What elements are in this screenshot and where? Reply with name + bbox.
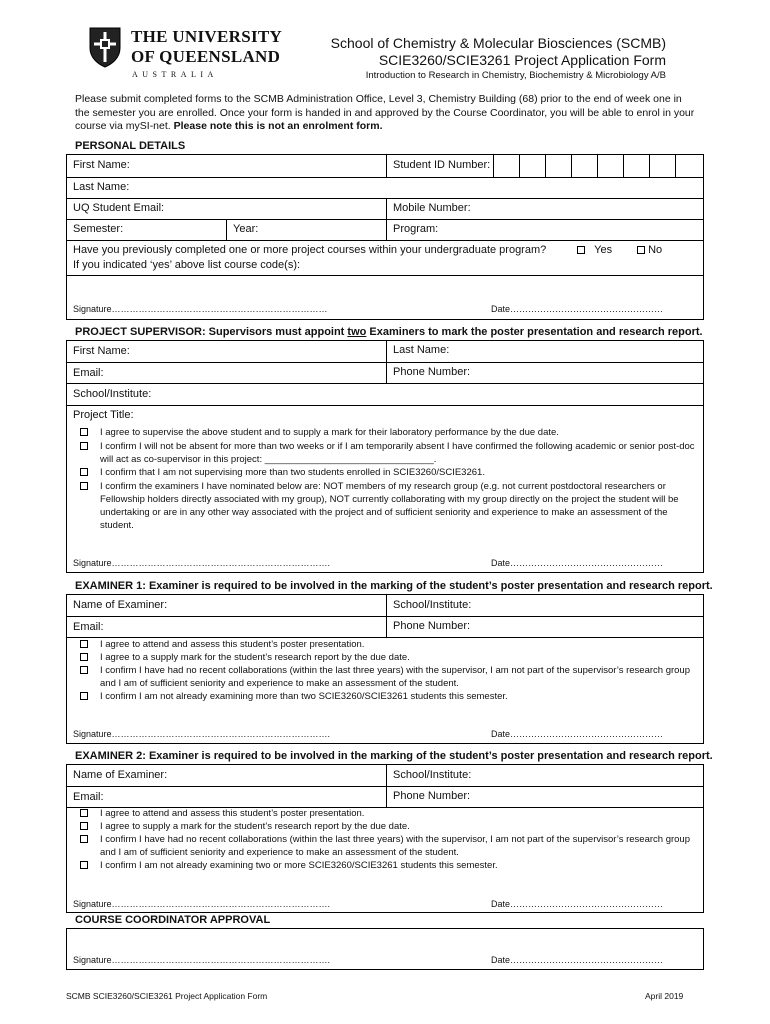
footer-form-name: SCMB SCIE3260/SCIE3261 Project Application Form (66, 991, 268, 1001)
yes-option[interactable] (577, 244, 612, 256)
supervisor-item-2-text: I confirm I will not be absent for more than two weeks or if I am temporarily absent I have confirmed the following academic or senior post-doc will act as co-supervisor in this project: ________________________________. (100, 441, 695, 465)
supervisor-date: Date…………………………………………… (491, 558, 664, 568)
no-option[interactable] (637, 244, 662, 256)
examiner2-checkbox-2[interactable] (80, 822, 88, 830)
row-last-name (67, 177, 703, 199)
supervisor-heading-pre: PROJECT SUPERVISOR: Supervisors must appoint (75, 326, 348, 338)
examiner1-heading: EXAMINER 1: Examiner is required to be involved in the marking of the student’s poster presentation and research report. (75, 580, 713, 592)
examiner2-checkbox-4[interactable] (80, 861, 88, 869)
examiner1-item-2-text: I agree to a supply mark for the student’s research report by the due date. (100, 652, 410, 663)
uq-crest (88, 26, 122, 68)
row-supervisor-name (67, 341, 703, 363)
coordinator-signature: Signature………………………………………………………………. (73, 955, 331, 965)
personal-signature: Signature……………………………………………………………… (73, 304, 328, 314)
examiner1-email-label: Email: (73, 621, 104, 633)
supervisor-item-3-text: I confirm that I am not supervising more than two students enrolled in SCIE3260/SCIE3261. (100, 467, 485, 478)
examiner2-signature: Signature………………………………………………………………. (73, 899, 331, 909)
examiner2-school-label: School/Institute: (393, 769, 472, 781)
examiner1-checkbox-3[interactable] (80, 666, 88, 674)
supervisor-email-label: Email: (73, 367, 104, 379)
crest-icon (88, 26, 122, 68)
supervisor-signature: Signature………………………………………………………………. (73, 558, 331, 568)
uni-country: AUSTRALIA (132, 70, 218, 79)
examiner1-item-1-text: I agree to attend and assess this student’s poster presentation. (100, 639, 365, 650)
row-examiner1-name (67, 595, 703, 617)
examiner1-item-4-text: I confirm I am not already examining more than two SCIE3260/SCIE3261 students this semester. (100, 691, 508, 702)
examiner1-school-label: School/Institute: (393, 599, 472, 611)
semester-label: Semester: (73, 223, 124, 235)
coordinator-box (66, 928, 704, 970)
previous-projects-question: Have you previously completed one or more project courses within your undergraduate program? (73, 244, 547, 256)
supervisor-item-1-text: I agree to supervise the above student and to supply a mark for their laboratory performance by the due date. (100, 427, 559, 438)
row-supervisor-school (67, 383, 703, 406)
examiner2-email-label: Email: (73, 791, 104, 803)
no-label: No (648, 244, 663, 256)
student-id-label: Student ID Number: (393, 159, 491, 171)
personal-details-heading: PERSONAL DETAILS (75, 140, 186, 152)
no-checkbox[interactable] (637, 246, 645, 254)
row-previous-projects (67, 240, 703, 276)
examiner1-date: Date…………………………………………… (491, 729, 664, 739)
examiner1-signature: Signature………………………………………………………………. (73, 729, 331, 739)
last-name-label: Last Name: (73, 181, 130, 193)
examiner2-heading: EXAMINER 2: Examiner is required to be involved in the marking of the student’s poster presentation and research report. (75, 750, 713, 762)
examiner2-item-3-text: I confirm I have had no recent collaborations (within the last three years) with the supervisor, I am not part of the supervisor’s research group and I am of sufficient seniority and experience to make an assessment of the student. (100, 834, 690, 858)
row-email (67, 198, 703, 220)
school-name: School of Chemistry & Molecular Biosciences (SCMB) (330, 35, 666, 51)
uni-name-line1: THE UNIVERSITY (131, 27, 283, 46)
uq-email-label: UQ Student Email: (73, 202, 165, 214)
form-title: SCIE3260/SCIE3261 Project Application Form (378, 52, 666, 68)
examiner1-item-3-text: I confirm I have had no recent collaborations (within the last three years) with the supervisor, I am not part of the supervisor’s research group and I am of sufficient seniority and experience to make an assessment of the student. (100, 665, 690, 689)
first-name-label: First Name: (73, 159, 130, 171)
examiner2-item-4-text: I confirm I am not already examining two or more SCIE3260/SCIE3261 students this semester. (100, 860, 498, 871)
examiner2-item-2-text: I agree to supply a mark for the student’s research report by the due date. (100, 821, 410, 832)
examiner1-name-label: Name of Examiner: (73, 599, 168, 611)
examiner1-checkbox-2[interactable] (80, 653, 88, 661)
uni-name-line2: OF QUEENSLAND (131, 47, 281, 66)
supervisor-heading (75, 326, 703, 338)
project-title-label: Project Title: (73, 409, 134, 421)
supervisor-checkbox-2[interactable] (80, 442, 88, 450)
intro-text: Please submit completed forms to the SCMB Administration Office, Level 3, Chemistry Building (68) prior to the end of week one in the semester you are enrolled. Once your form is handed in and approved by the Course Coordinator, you will be able to enrol in your course via mySI-net. (75, 93, 695, 132)
examiner1-checkbox-4[interactable] (80, 692, 88, 700)
personal-details-box (66, 154, 704, 320)
supervisor-checkbox-3[interactable] (80, 468, 88, 476)
supervisor-checkbox-1[interactable] (80, 428, 88, 436)
supervisor-checkbox-4[interactable] (80, 482, 88, 490)
examiner1-checkbox-1[interactable] (80, 640, 88, 648)
intro-paragraph (75, 93, 695, 134)
intro-note: Please note this is not an enrolment form. (173, 120, 383, 132)
yes-checkbox[interactable] (577, 246, 585, 254)
examiner2-checkbox-3[interactable] (80, 835, 88, 843)
year-label: Year: (233, 223, 259, 235)
row-examiner2-name (67, 765, 703, 787)
supervisor-first-name-label: First Name: (73, 345, 130, 357)
program-label: Program: (393, 223, 439, 235)
coordinator-date: Date…………………………………………… (491, 955, 664, 965)
previous-codes-label: If you indicated ‘yes’ above list course code(s): (73, 259, 301, 271)
examiner2-item-1-text: I agree to attend and assess this student’s poster presentation. (100, 808, 365, 819)
mobile-label: Mobile Number: (393, 202, 471, 214)
personal-date: Date…………………………………………… (491, 304, 664, 314)
supervisor-heading-two: two (347, 326, 367, 338)
footer-date: April 2019 (645, 991, 684, 1001)
supervisor-item-4-text: I confirm the examiners I have nominated below are: NOT members of my research group (e.g. not current postdoctoral researchers or Fellowship holders directly associated with my group), NOT currently collaborating with my group directly on the project the student will be undertaking or are in any other way associated with the project and of sufficient seniority and experience to make an assessment of the student. (100, 481, 679, 531)
supervisor-school-label: School/Institute: (73, 388, 152, 400)
coordinator-heading: COURSE COORDINATOR APPROVAL (75, 914, 271, 926)
row-semester (67, 219, 703, 241)
row-examiner2-email (67, 786, 703, 808)
examiner1-phone-label: Phone Number: (393, 620, 471, 632)
supervisor-phone-label: Phone Number: (393, 366, 471, 378)
examiner2-checkbox-1[interactable] (80, 809, 88, 817)
row-first-name (67, 155, 703, 178)
examiner2-name-label: Name of Examiner: (73, 769, 168, 781)
yes-label: Yes (594, 244, 613, 256)
supervisor-last-name-label: Last Name: (393, 344, 450, 356)
supervisor-heading-post: Examiners to mark the poster presentation and research report. (366, 326, 703, 338)
row-supervisor-email (67, 362, 703, 384)
examiner2-phone-label: Phone Number: (393, 790, 471, 802)
examiner2-date: Date…………………………………………… (491, 899, 664, 909)
course-title: Introduction to Research in Chemistry, Biochemistry & Microbiology A/B (365, 70, 666, 81)
row-examiner1-email (67, 616, 703, 638)
